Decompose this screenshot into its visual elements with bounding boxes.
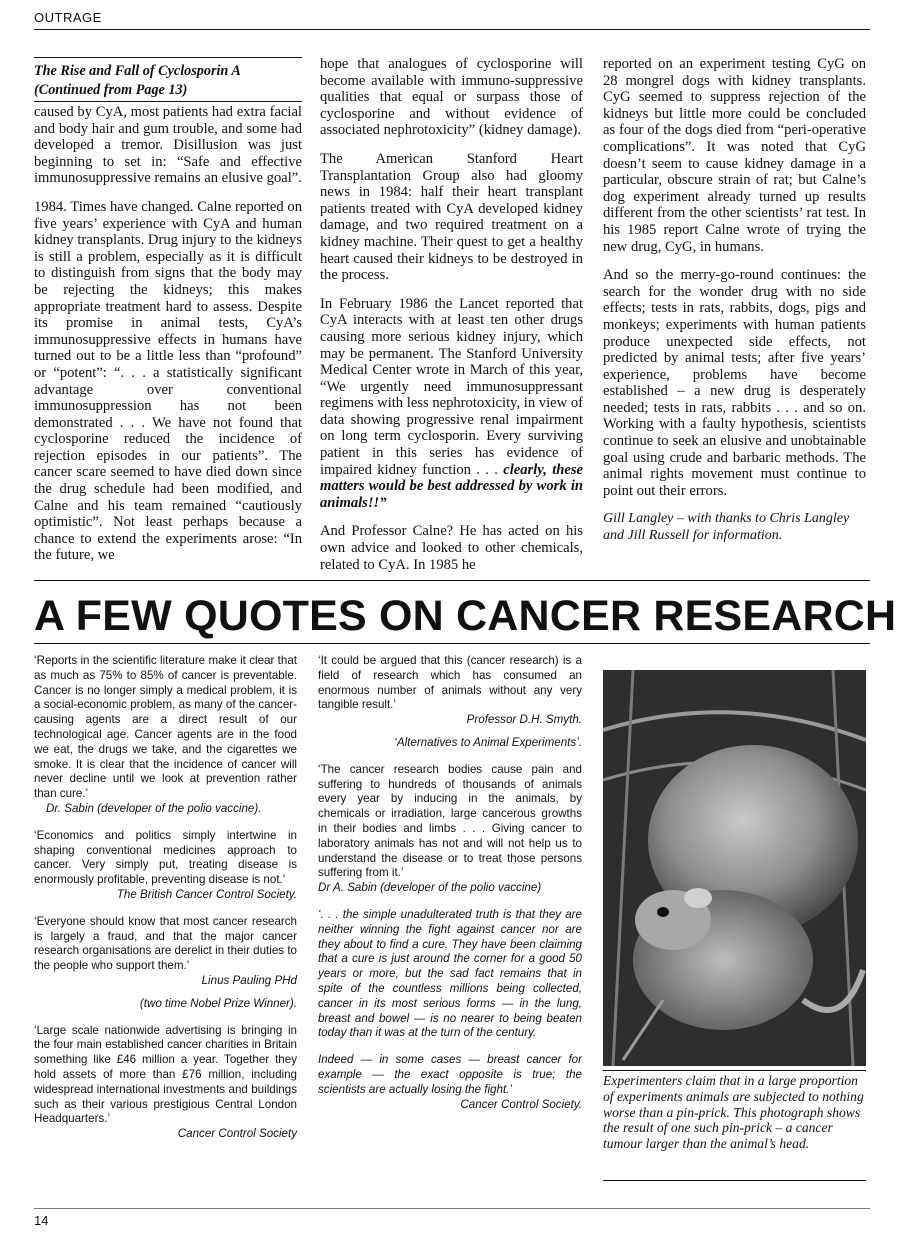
quote-block: [34, 654, 297, 817]
column-top-rule: [34, 57, 302, 58]
rat-illustration: [603, 670, 866, 1066]
quote-attribution: The British Cancer Control Society.: [116, 887, 297, 901]
caption-rule: [603, 1180, 866, 1181]
emphasis-text: clearly, these matters would be best addressed by work in animals!!”: [320, 461, 584, 511]
header-rule: [34, 29, 870, 30]
continued-title: The Rise and Fall of Cyclosporin A: [34, 63, 241, 79]
article-column-2: [320, 56, 583, 585]
quote-text: ‘The cancer research bodies cause pain and suffering to hundreds of thousands of animals every year by inducing in the animals, by chemicals or irradiation, large cancerous growths in their bodies and limbs . . . Giving cancer to laboratory animals has not and will not help us to understand the disease or to treat those persons suffering from it.’: [318, 762, 582, 880]
quote-text: ‘It could be argued that this (cancer research) is a field of research which has consumed an enormous number of animals without any very tangible result.’: [318, 654, 582, 712]
article-paragraph: hope that analogues of cyclosporine will become available with immuno-suppressive qualities that equal or surpass those of cyclosporine and without evidence of associated nephrotoxicity” (kidney damage).: [320, 56, 583, 139]
quote-attribution: Dr. Sabin (developer of the polio vaccine).: [46, 801, 262, 815]
quotes-column-1: [34, 654, 297, 1154]
article-paragraph: caused by CyA, most patients had extra facial and body hair and gum trouble, and some had developed a tremor. Disillusion was just beginning to set in: “Safe and effective immunosuppressive remains an elusive goal”.: [34, 104, 302, 187]
photo-caption: Experimenters claim that in a large proportion of experiments animals are subjected to nothing worse than a pin-prick. This photograph shows the result of one such pin-prick – a cancer tumour larger than the animal’s head.: [603, 1073, 864, 1152]
lab-rat-photo: [603, 670, 866, 1066]
quote-attribution: Cancer Control Society.: [460, 1097, 582, 1111]
quotes-headline: A FEW QUOTES ON CANCER RESEARCH: [34, 592, 897, 640]
quote-text: ‘Large scale nationwide advertising is bringing in the four main established cancer charities in Britain something like £46 million a year. Together they hold assets of more than £76 million, including widespread international investments and buildings such as their various prestigious Central London Headquarters.’: [34, 1023, 297, 1126]
headline-rule: [34, 643, 870, 644]
quote-text: ‘Reports in the scientific literature make it clear that as much as 75% to 85% of cancer is preventable. Cancer is no longer simply a medical problem, it is a social-economic problem, as many of the cancer-causing agents are a direct result of our technological age. Cancer agents are in the food we eat, the drugs we take, and the cigarettes we smoke. It is clear that the incidence of cancer will never decline until we look at prevention rather than cure.’: [34, 654, 297, 801]
quote-attribution: Cancer Control Society: [177, 1127, 297, 1141]
footer-rule: [34, 1208, 870, 1209]
lancet-text: In February 1986 the Lancet reported that CyA interacts with at least ten other drugs causing more serious kidney injury, which may be permanent. The Stanford University Medical Center wrote in March of this year, “We urgently need immunosuppressant regimens with less nephrotoxicity, in view of data showing progressive renal impairment on long term cyclosporin. Every surviving patient in this series has evidence of impaired kidney function . . .: [320, 295, 583, 478]
quote-text: ‘Economics and politics simply intertwine in shaping conventional medicines approach to cancer. Very simply put, treating disease is enormously profitable, preventing disease is not.’: [34, 828, 297, 887]
quote-attribution: Professor D.H. Smyth.: [466, 713, 582, 727]
quote-attribution-detail: ‘Alternatives to Animal Experiments’.: [394, 735, 582, 749]
quote-block: [34, 1024, 297, 1142]
quote-text: ‘. . . the simple unadulterated truth is that they are neither winning the fight against cancer nor are they about to find a cure. They have been claiming that a cure is just around the corner for a good 50 years or more, but the sad fact remains that in spite of the countless millions being collected, cancer in its most serious forms — in the lung, breast and bowel — is no nearer to being beaten today than it was at the turn of the century.: [318, 907, 582, 1040]
page-number: 14: [34, 1213, 49, 1228]
quote-block: [318, 908, 582, 1041]
quote-block: [318, 654, 582, 751]
article-paragraph: The American Stanford Heart Transplantation Group also had gloomy news in 1984: half their heart transplant patients treated with CyA developed kidney damage, and two required treatment on a kidney machine. Their quest to get a healthy heart caused their kidneys to be destroyed in the process.: [320, 150, 583, 284]
quote-attribution: Linus Pauling PHd: [201, 973, 297, 987]
article-paragraph: And Professor Calne? He has acted on his own advice and looked to other chemicals, related to CyA. In 1985 he: [320, 523, 583, 573]
quote-block: [34, 829, 297, 903]
quotes-column-2: [318, 654, 582, 1124]
section-header: OUTRAGE: [34, 10, 102, 25]
title-rule: [34, 101, 302, 102]
quote-text: ‘Everyone should know that most cancer research is largely a fraud, and that the major cancer research organisations are derelict in their duties to the people who support them.’: [34, 914, 297, 973]
quote-block: [318, 763, 582, 896]
article-paragraph: 1984. Times have changed. Calne reported on five years’ experience with CyA and human kidney transplants. Drug injury to the kidneys is still a problem, especially as it is difficult to distinguish from signs that the body may be rejecting the kidneys; this makes appropriate treatment hard to assess. Despite its promise in animal tests, CyA’s immunosuppressive effects in humans have turned out to be a little less than “profound” or “potent”: “. . . a statistically significant advantage over conventional immunosuppression has not been demonstrated . . . We have not found that cyclosporine reduced the incidence of rejection episodes in our patients”. The cancer scare seemed to have died down since the drug schedule had been modified, and Calne and his team remained “cautiously optimistic”. Not least perhaps because a chance to extend the experiments arose: “In the future, we: [34, 198, 302, 564]
caption-rule: [603, 1070, 866, 1071]
article-column-1: [34, 63, 302, 576]
article-paragraph: reported on an experiment testing CyG on 28 mongrel dogs with kidney transplants. CyG seemed to suppress rejection of the kidneys but little more could be concluded as four of the dogs died from “peri-operative complications”. It was noted that CyG doesn’t seem to cause kidney damage in a particular, obscure strain of rat; but Calne’s dog experiment already turned up results different from the other scientists’ rat test. In his 1985 report Calne wrote of trying the new drug, CyG, in humans.: [603, 56, 866, 255]
continued-note: (Continued from Page 13): [34, 82, 188, 98]
quote-attribution: Dr A. Sabin (developer of the polio vaccine): [318, 881, 542, 895]
quote-text: Indeed — in some cases — breast cancer for example — the exact opposite is true; the scientists are actually losing the fight.’: [318, 1053, 582, 1096]
article-paragraph: And so the merry-go-round continues: the search for the wonder drug with no side effects; tests in rats, rabbits, dogs, pigs and monkeys; experiments with human patients produce unexpected side effects, not predicted by animal tests; after five years’ experience, problems have become established – a new drug is desperately needed; tests in rats, rabbits . . . and so on. Working with a faulty hypothesis, scientists continue to seek an elusive and unobtainable goal using crude and barbaric methods. The animal rights movement must continue to point out their errors.: [603, 267, 866, 499]
byline: Gill Langley – with thanks to Chris Langley and Jill Russell for information.: [603, 511, 850, 544]
section-divider: [34, 580, 870, 581]
article-paragraph: [320, 296, 583, 512]
quote-attribution-detail: (two time Nobel Prize Winner).: [139, 996, 297, 1010]
article-column-3: [603, 56, 866, 557]
quote-block: [34, 915, 297, 1012]
quote-block: [318, 1053, 582, 1112]
